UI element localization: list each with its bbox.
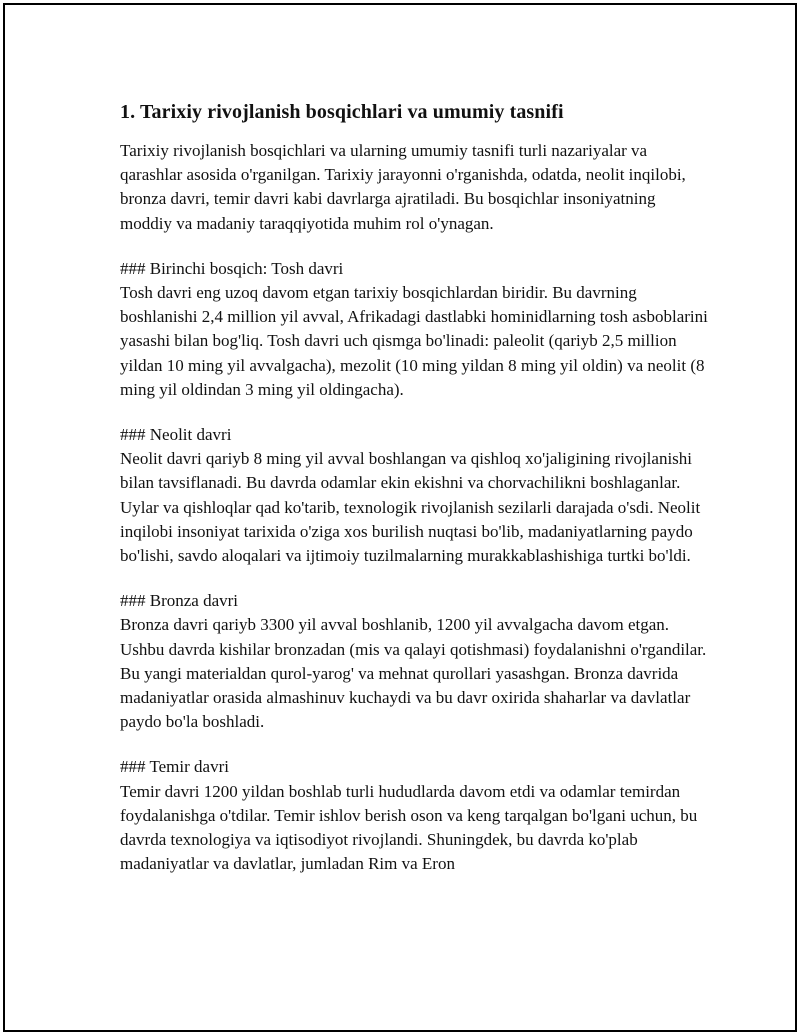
document-body: [120, 99, 710, 876]
document-title: 1. Tarixiy rivojlanish bosqichlari va umumiy tasnifi: [120, 101, 564, 123]
section-paragraph: Tosh davri eng uzoq davom etgan tarixiy bosqichlardan biridir. Bu davrning boshlanishi 2,4 million yil avval, Afrikadagi dastlabki hominidlarning tosh asboblarini yasashi bilan bog'liq. Tosh davri uch qismga bo'linadi: paleolit (qariyb 2,5 million yildan 10 ming yil avvalgacha), mezolit (10 ming yildan 8 ming yil oldin) va neolit (8 ming yil oldindan 3 ming yil oldingacha).: [120, 283, 708, 399]
section-paragraph: Neolit davri qariyb 8 ming yil avval boshlangan va qishloq xo'jaligining rivojlanishi bilan tavsiflanadi. Bu davrda odamlar ekin ekishni va chorvachilikni boshlaganlar. Uylar va qishloqlar qad ko'tarib, texnologik rivojlanish sezilarli darajada o'sdi. Neolit inqilobi insoniyat tarixida o'ziga xos burilish nuqtasi bo'lib, madaniyatlarning paydo bo'lishi, savdo aloqalari va ijtimoiy tuzilmalarning murakkablashishiga turtki bo'ldi.: [120, 449, 701, 566]
section-paragraph: Bronza davri qariyb 3300 yil avval boshlanib, 1200 yil avvalgacha davom etgan. Ushbu davrda kishilar bronzadan (mis va qalayi qotishmasi) foydalanishni o'rgandilar. Bu yangi materialdan qurol-yarog' va mehnat qurollari yasashgan. Bronza davrida madaniyatlar orasida almashinuv kuchaydi va bu davr oxirida shaharlar va davlatlar paydo bo'la boshladi.: [120, 615, 707, 732]
section-heading: ### Temir davri: [120, 757, 229, 777]
section-heading: ### Birinchi bosqich: Tosh davri: [120, 258, 344, 278]
section-iron-age: [120, 755, 710, 876]
section-heading: ### Neolit davri: [120, 425, 232, 445]
document-page: [3, 3, 797, 1032]
section-bronze-age: [120, 589, 710, 734]
section-paragraph: Temir davri 1200 yildan boshlab turli hududlarda davom etdi va odamlar temirdan foydalanishga o'tdilar. Temir ishlov berish oson va keng tarqalgan bo'lgani uchun, bu davrda texnologiya va iqtisodiyot rivojlandi. Shuningdek, bu davrda ko'plab madaniyatlar va davlatlar, jumladan Rim va Eron: [120, 781, 698, 874]
section-stone-age: [120, 257, 710, 402]
intro-paragraph: Tarixiy rivojlanish bosqichlari va ularning umumiy tasnifi turli nazariyalar va qarashlar asosida o'rganilgan. Tarixiy jarayonni o'rganishda, odatda, neolit inqilobi, bronza davri, temir davri kabi davrlarga ajratiladi. Bu bosqichlar insoniyatning moddiy va madaniy taraqqiyotida muhim rol o'ynagan.: [120, 141, 686, 233]
section-neolithic: [120, 423, 710, 568]
section-heading: ### Bronza davri: [120, 591, 239, 611]
